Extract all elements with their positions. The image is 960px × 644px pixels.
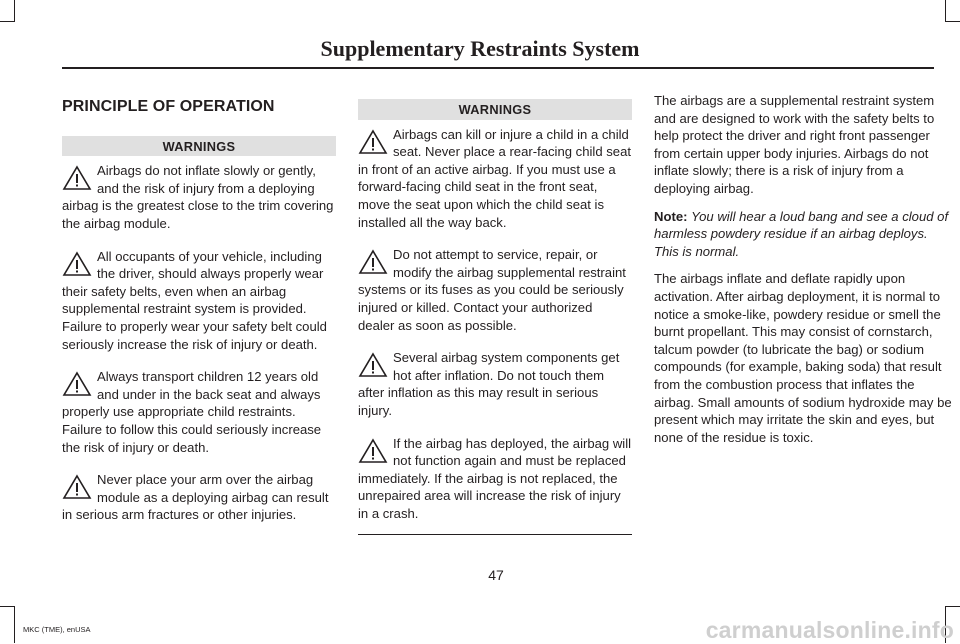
warning-triangle-icon — [358, 129, 388, 155]
crop-mark-top-right-h — [945, 21, 960, 22]
middle-column — [358, 92, 632, 535]
crop-mark-top-left-h — [0, 21, 15, 22]
warning-triangle-icon — [358, 438, 388, 464]
warning-triangle-icon — [358, 352, 388, 378]
crop-mark-top-left-v — [14, 0, 15, 22]
crop-mark-top-right-v — [945, 0, 946, 22]
warning-text: Do not attempt to service, repair, or modify the airbag supplemental restraint systems or its fuses as you could be seriously injured or killed. Contact your authorized dealer as soon as possible. — [358, 247, 626, 333]
warning-text: Always transport children 12 years old and under in the back seat and always properly use appropriate child restraints. Failure to follow this could seriously increase the risk of injury or death. — [62, 369, 322, 455]
warning-text: Airbags do not inflate slowly or gently, and the risk of injury from a deploying airbag is the greatest close to the trim covering the airbag module. — [62, 163, 334, 231]
warning-text: Never place your arm over the airbag module as a deploying airbag can result in serious arm fractures or other injuries. — [62, 472, 329, 523]
warning-item — [62, 471, 336, 524]
header-divider — [62, 67, 934, 69]
warning-item — [358, 246, 632, 334]
warning-item — [62, 368, 336, 456]
warning-triangle-icon — [62, 371, 92, 397]
warnings-header: WARNINGS — [358, 99, 632, 120]
warning-item — [358, 126, 632, 232]
watermark: carmanualsonline.info — [705, 617, 954, 643]
warning-triangle-icon — [62, 165, 92, 191]
warning-text: Airbags can kill or injure a child in a child seat. Never place a rear-facing child seat in front of an active airbag. If you must use a forward-facing child seat in the front seat, move the seat upon which the child seat is installed all the way back. — [358, 126, 631, 230]
footer-code: MKC (TME), enUSA — [23, 625, 91, 634]
crop-mark-bottom-left-v — [14, 606, 15, 643]
note-text: You will hear a loud bang and see a cloud of harmless powdery residue if an airbag deploys. This is normal. — [654, 208, 949, 259]
crop-mark-bottom-left-h — [0, 606, 15, 607]
warning-item — [62, 162, 336, 232]
note-paragraph — [654, 208, 954, 261]
warning-text: If the airbag has deployed, the airbag will not function again and must be replaced immediately. If the airbag is not replaced, the unrepaired area will increase the risk of injury in a crash. — [358, 435, 632, 521]
warning-triangle-icon — [62, 251, 92, 277]
page-header-title: Supplementary Restraints System — [320, 36, 640, 61]
warning-item — [62, 248, 336, 354]
left-column — [62, 92, 336, 539]
warnings-end-divider — [358, 534, 632, 535]
warning-triangle-icon — [62, 474, 92, 500]
body-paragraph: The airbags are a supplemental restraint system and are designed to work with the safety belts to help protect the driver and right front passenger from certain upper body injuries. Airbags do not inflate slowly; there is a risk of injury from a deploying airbag. — [654, 93, 935, 196]
warning-item — [358, 349, 632, 419]
section-heading: PRINCIPLE OF OPERATION — [62, 98, 275, 115]
warning-triangle-icon — [358, 249, 388, 275]
warnings-header: WARNINGS — [62, 136, 336, 157]
page-number: 47 — [488, 567, 504, 583]
warning-text: Several airbag system components get hot after inflation. Do not touch them after inflation as this may result in serious injury. — [358, 350, 620, 418]
right-column — [654, 92, 954, 456]
warning-item — [358, 435, 632, 523]
note-label: Note: — [654, 208, 688, 224]
warning-text: All occupants of your vehicle, including the driver, should always properly wear their safety belts, even when an airbag supplemental restraint system is provided. Failure to properly wear your safety belt could seriously increase the risk of injury or death. — [62, 248, 327, 352]
crop-mark-bottom-right-h — [945, 606, 960, 607]
body-paragraph: The airbags inflate and deflate rapidly upon activation. After airbag deployment, it is normal to notice a smoke-like, powdery residue or smell the burnt propellant. This may consist of cornstarch, talcum powder (to lubricate the bag) or sodium compounds (for example, baking soda) that result from the combustion process that inflates the airbag. Small amounts of sodium hydroxide may be present which may irritate the skin and eyes, but none of the residue is toxic. — [654, 271, 952, 445]
